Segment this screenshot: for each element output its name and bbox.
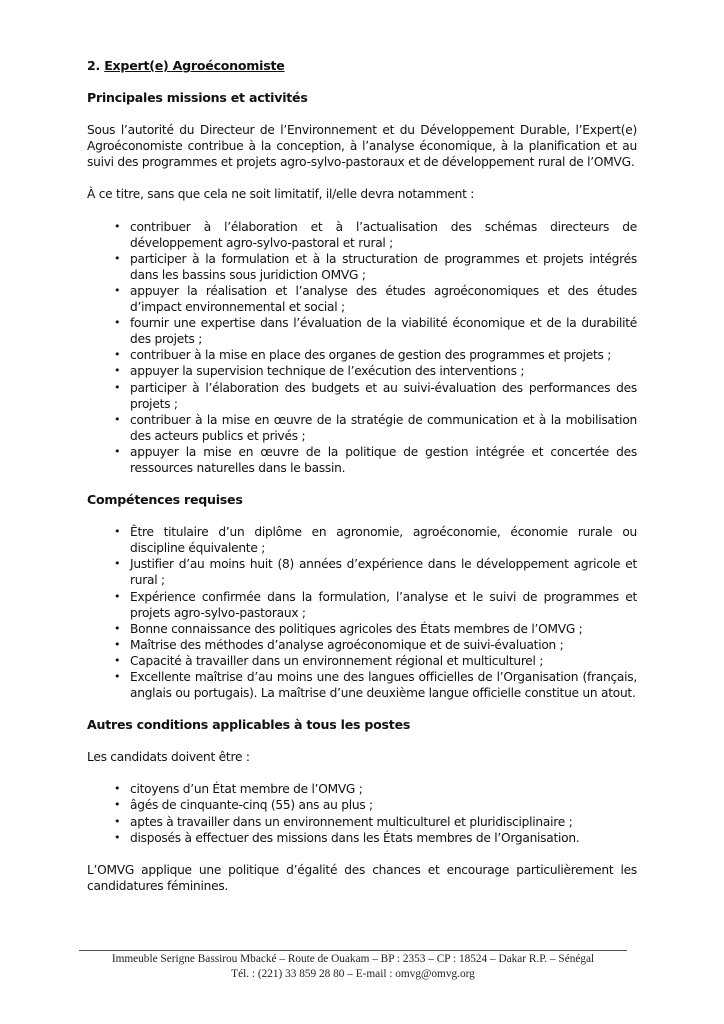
bullet-icon: • xyxy=(114,380,121,394)
bullet-icon: • xyxy=(114,348,121,362)
list-item: • contribuer à l’élaboration et à l’actualisation des schémas directeurs de développement agro-sylvo-pastoral et rural ; xyxy=(114,219,637,250)
list-item: • citoyens d’un État membre de l’OMVG ; xyxy=(114,782,363,797)
competences-list xyxy=(87,524,637,701)
list-item: • Capacité à travailler dans un environnement régional et multiculturel ; xyxy=(114,653,544,668)
bullet-icon: • xyxy=(114,830,121,844)
list-item: • disposés à effectuer des missions dans les États membres de l’Organisation. xyxy=(114,830,580,845)
footer-divider xyxy=(79,950,627,951)
missions-list xyxy=(87,219,637,477)
competences-heading: Compétences requises xyxy=(87,492,243,508)
missions-lead: À ce titre, sans que cela ne soit limitatif, il/elle devra notamment : xyxy=(87,187,475,202)
bullet-icon: • xyxy=(114,670,121,683)
list-item: • Expérience confirmée dans la formulation, l’analyse et le suivi de programmes et projets agro-sylvo-pastoraux ; xyxy=(114,589,637,620)
bullet-icon: • xyxy=(114,316,121,330)
list-item: • participer à la formulation et à la structuration de programmes et projets intégrés dans les bassins sous juridiction OMVG ; xyxy=(114,251,637,282)
missions-heading: Principales missions et activités xyxy=(87,90,308,106)
missions-intro: Sous l’autorité du Directeur de l’Environnement et du Développement Durable, l’Expert(e) Agroéconomiste contribue à la conception, à l’analyse économique, à la planification et au suivi des programmes et projets agro-sylvo-pastoraux et de développement rural de l’OMVG. xyxy=(87,123,637,170)
bullet-icon: • xyxy=(114,364,121,378)
list-item: • appuyer la réalisation et l’analyse des études agroéconomiques et des études d’impact environnemental et social ; xyxy=(114,283,637,315)
bullet-icon: • xyxy=(114,637,121,651)
list-item: • appuyer la supervision technique de l’exécution des interventions ; xyxy=(114,364,525,379)
list-item: • participer à l’élaboration des budgets et au suivi-évaluation des performances des projets ; xyxy=(114,380,637,411)
conditions-lead: Les candidats doivent être : xyxy=(87,750,250,765)
title-text: Expert(e) Agroéconomiste xyxy=(104,58,285,73)
equal-opportunity-statement: L’OMVG applique une politique d’égalité des chances et encourage particulièrement les candidatures féminines. xyxy=(87,862,637,893)
bullet-icon: • xyxy=(114,814,121,828)
footer-contact: Tél. : (221) 33 859 28 80 – E-mail : omvg@omvg.org xyxy=(231,968,475,980)
list-item: • contribuer à la mise en œuvre de la stratégie de communication et à la mobilisation des acteurs publics et privés ; xyxy=(114,412,637,443)
bullet-icon: • xyxy=(114,283,121,297)
list-item: • Justifier d’au moins huit (8) années d’expérience dans le développement agricole et rural ; xyxy=(114,557,637,588)
bullet-icon: • xyxy=(114,621,121,635)
bullet-icon: • xyxy=(114,653,121,667)
conditions-list xyxy=(87,781,637,845)
bullet-icon: • xyxy=(114,444,121,458)
list-item: • Bonne connaissance des politiques agricoles des États membres de l’OMVG ; xyxy=(114,621,583,636)
conditions-heading: Autres conditions applicables à tous les postes xyxy=(87,717,411,733)
page-footer xyxy=(79,952,627,982)
list-item: • aptes à travailler dans un environnement multiculturel et pluridisciplinaire ; xyxy=(114,814,573,829)
list-item: • Être titulaire d’un diplôme en agronomie, agroéconomie, économie rurale ou discipline équivalente ; xyxy=(114,525,637,556)
list-item: • fournir une expertise dans l’évaluation de la viabilité économique et de la durabilité des projets ; xyxy=(114,316,637,347)
bullet-icon: • xyxy=(114,219,121,233)
page-title xyxy=(87,58,637,74)
page-content xyxy=(87,58,637,894)
title-number: 2. xyxy=(87,58,101,73)
list-item: • Maîtrise des méthodes d’analyse agroéconomique et de suivi-évaluation ; xyxy=(114,637,564,652)
list-item: • âgés de cinquante-cinq (55) ans au plus ; xyxy=(114,798,373,813)
footer-address: Immeuble Serigne Bassirou Mbacké – Route de Ouakam – BP : 2353 – CP : 18524 – Dakar R.P. – Sénégal xyxy=(111,953,595,965)
bullet-icon: • xyxy=(114,557,121,571)
bullet-icon: • xyxy=(114,798,121,812)
bullet-icon: • xyxy=(114,589,121,603)
list-item: • Excellente maîtrise d’au moins une des langues officielles de l’Organisation (français, anglais ou portugais). La maîtrise d’une deuxième langue officielle constitue un atout. xyxy=(114,670,637,701)
bullet-icon: • xyxy=(114,782,121,796)
list-item: • contribuer à la mise en place des organes de gestion des programmes et projets ; xyxy=(114,348,612,363)
bullet-icon: • xyxy=(114,251,121,265)
bullet-icon: • xyxy=(114,412,121,426)
list-item: • appuyer la mise en œuvre de la politique de gestion intégrée et concertée des ressources naturelles dans le bassin. xyxy=(114,444,637,475)
bullet-icon: • xyxy=(114,525,121,539)
